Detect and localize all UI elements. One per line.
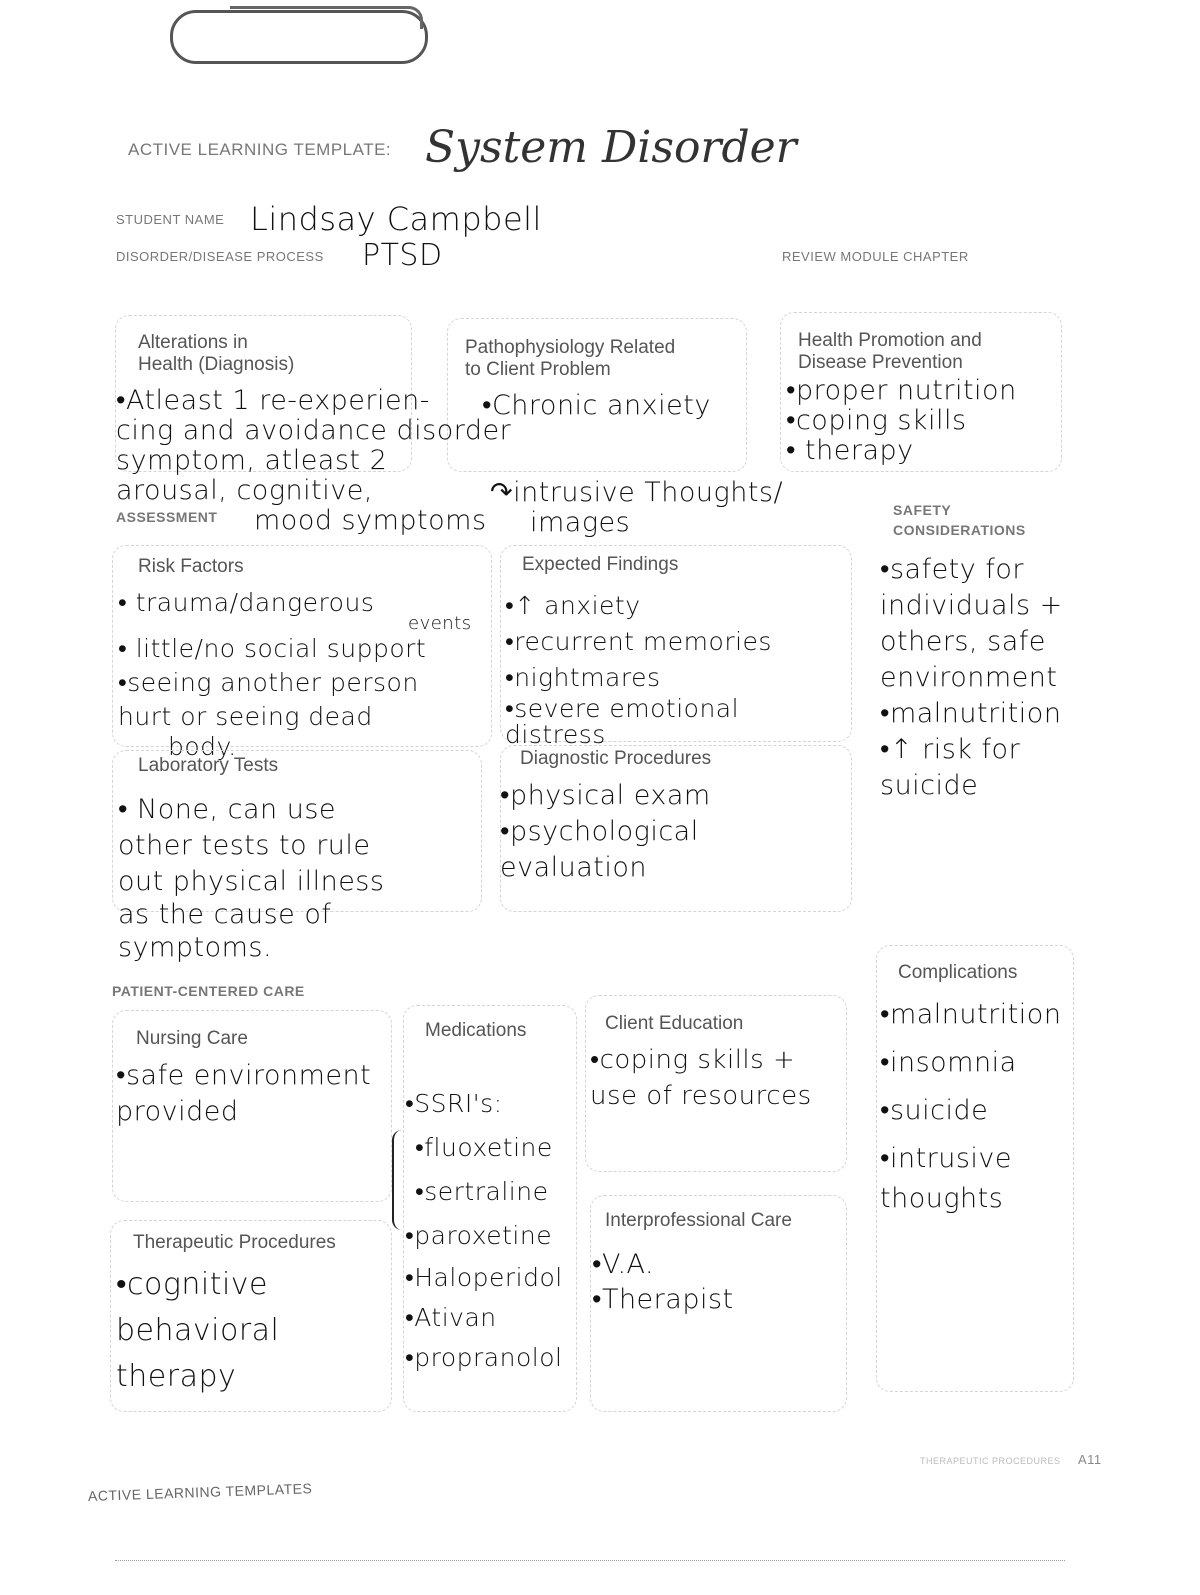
interprofessional-title: Interprofessional Care <box>605 1210 792 1231</box>
footer-label: ACTIVE LEARNING TEMPLATES <box>87 1480 313 1504</box>
safety-label: SAFETY CONSIDERATIONS <box>893 502 1026 538</box>
diagnostic-text: •physical exam •psychological evaluation <box>500 780 711 883</box>
medications-text: •SSRI's: •fluoxetine •sertraline •paroxetine •Haloperidol •Ativan •propranolol <box>405 1089 563 1372</box>
therapeutic-text: •cognitive behavioral therapy <box>116 1267 280 1394</box>
risk-factors-text: • trauma/dangerous events • little/no social support •seeing another person hurt or seeing dead body. <box>118 588 472 761</box>
bottom-edge-line <box>115 1560 1065 1561</box>
disorder-value: PTSD <box>362 238 443 273</box>
patho-text: •Chronic anxiety <box>482 390 711 421</box>
risk-factors-title: Risk Factors <box>138 556 244 577</box>
interprofessional-text: •V.A. •Therapist <box>592 1249 734 1315</box>
patho-title: Pathophysiology Related to Client Problem <box>465 337 676 380</box>
expected-findings-text: •↑ anxiety •recurrent memories •nightmares •severe emotional distress <box>505 591 772 749</box>
lab-tests-title: Laboratory Tests <box>138 755 279 776</box>
safety-text: •safety for individuals + others, safe environment •malnutrition •↑ risk for suicide <box>880 554 1063 801</box>
client-education-title: Client Education <box>605 1013 744 1034</box>
patient-care-label: PATIENT-CENTERED CARE <box>112 983 305 999</box>
student-name-label: STUDENT NAME <box>116 212 225 227</box>
page-title: System Disorder <box>425 122 797 173</box>
page-number: A11 <box>1078 1452 1102 1467</box>
footer-section-faint: THERAPEUTIC PROCEDURES <box>920 1456 1061 1466</box>
brace-mark <box>392 1130 406 1230</box>
health-promo-text: •proper nutrition •coping skills • therapy <box>786 375 1017 466</box>
student-name-value: Lindsay Campbell <box>250 200 542 238</box>
complications-text: •malnutrition •insomnia •suicide •intrusive thoughts <box>880 999 1062 1214</box>
review-module-label: REVIEW MODULE CHAPTER <box>782 249 969 264</box>
diagnostic-title: Diagnostic Procedures <box>520 748 712 769</box>
expected-findings-title: Expected Findings <box>522 554 679 575</box>
complications-title: Complications <box>898 962 1018 983</box>
nursing-care-text: •safe environment provided <box>116 1060 372 1127</box>
therapeutic-title: Therapeutic Procedures <box>133 1232 336 1253</box>
template-label: ACTIVE LEARNING TEMPLATE: <box>128 140 392 159</box>
assessment-label: ASSESSMENT <box>116 509 218 525</box>
disorder-label: DISORDER/DISEASE PROCESS <box>116 249 324 264</box>
paperclip-wire <box>230 6 423 29</box>
alterations-title: Alterations in Health (Diagnosis) <box>138 332 295 375</box>
lab-tests-text: • None, can use other tests to rule out physical illness as the cause of symptoms. <box>118 794 385 963</box>
medications-title: Medications <box>425 1020 527 1041</box>
client-education-text: •coping skills + use of resources <box>590 1045 812 1111</box>
intrusive-note: ↷intrusive Thoughts/ images <box>490 477 784 538</box>
health-promo-title: Health Promotion and Disease Prevention <box>798 330 982 373</box>
nursing-care-title: Nursing Care <box>136 1028 248 1049</box>
alterations-text: •Atleast 1 re-experien- cing and avoidance disorder symptom, atleast 2 arousal, cognitive, mood symptoms <box>116 385 512 536</box>
